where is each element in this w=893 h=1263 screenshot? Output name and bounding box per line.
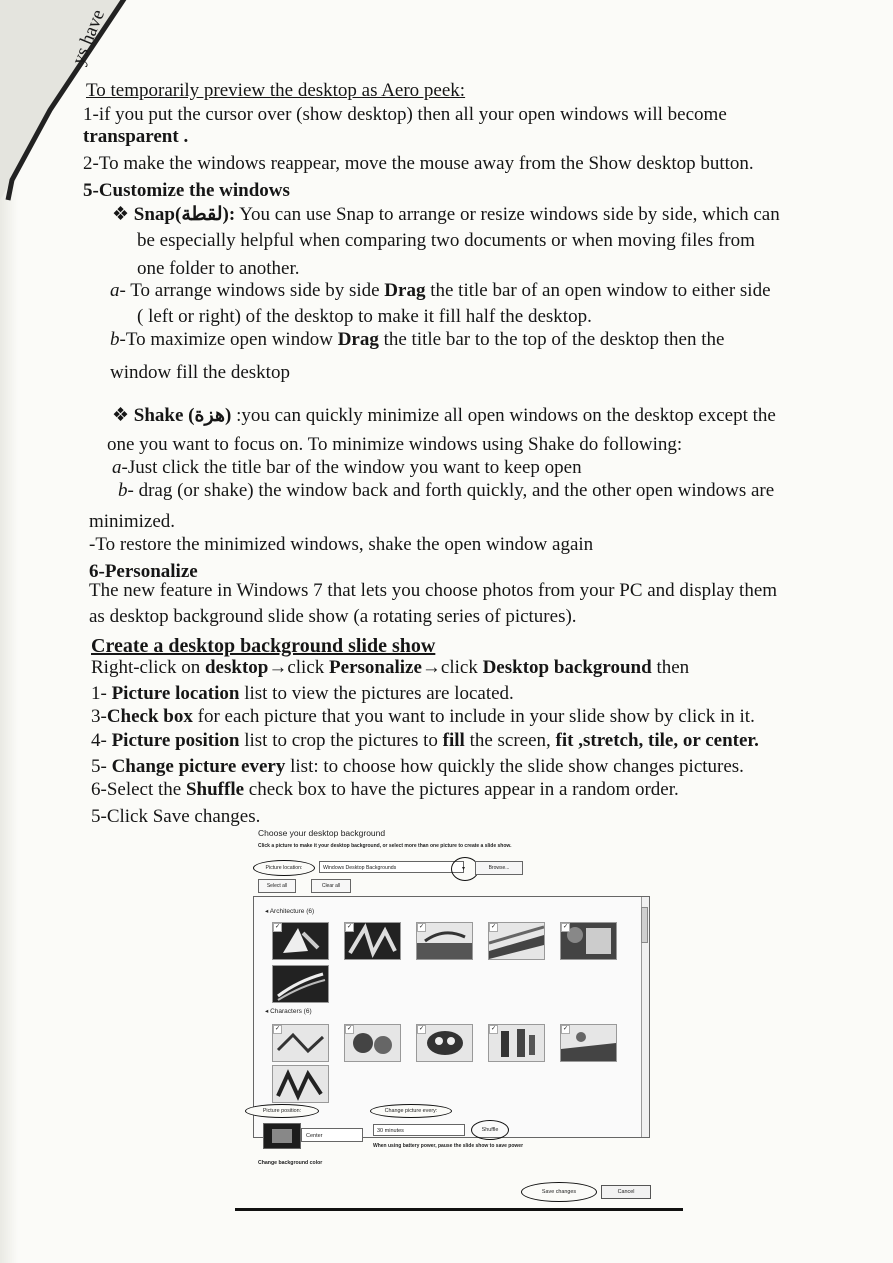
- text-line: 4- Picture position list to crop the pictures to fill the screen, fit ,stretch, tile, or center.: [91, 730, 759, 751]
- shuffle-checkbox[interactable]: Shuffle: [471, 1120, 509, 1140]
- clear-all-button[interactable]: Clear all: [311, 879, 351, 893]
- text-line: one you want to focus on. To minimize windows using Shake do following:: [107, 434, 683, 455]
- picture-checkbox[interactable]: ✓: [274, 924, 281, 930]
- picture-position-label: Picture position:: [245, 1104, 319, 1118]
- group-architecture-label: ◂ Architecture (6): [265, 908, 315, 915]
- position-preview: [263, 1123, 301, 1149]
- picture-thumbnail[interactable]: [344, 1024, 401, 1062]
- text-line: b-To maximize open window Drag the title bar to the top of the desktop then the: [110, 329, 725, 350]
- desktop-background-dialog-screenshot: [245, 826, 665, 1202]
- text-line: a-Just click the title bar of the window you want to keep open: [112, 457, 582, 478]
- thumb-image: [273, 966, 328, 1002]
- thumb-image: [273, 1066, 328, 1102]
- slideshow-heading: Create a desktop background slide show: [91, 635, 436, 657]
- picture-checkbox[interactable]: ✓: [490, 924, 497, 930]
- picture-checkbox[interactable]: ✓: [274, 1026, 281, 1032]
- text-line: 6-Select the Shuffle check box to have the pictures appear in a random order.: [91, 779, 679, 800]
- picture-position-select[interactable]: Center: [301, 1128, 363, 1142]
- picture-thumbnail[interactable]: [416, 922, 473, 960]
- save-changes-button[interactable]: Save changes: [521, 1182, 597, 1202]
- picture-checkbox[interactable]: ✓: [346, 1026, 353, 1032]
- scroll-thumb[interactable]: [641, 907, 648, 943]
- text-line: 5-Click Save changes.: [91, 806, 261, 827]
- text-line: window fill the desktop: [110, 362, 290, 383]
- text-line: Right-click on desktop→click Personalize→click Desktop background then: [91, 657, 690, 678]
- picture-thumbnail[interactable]: [272, 1065, 329, 1103]
- dialog-title: Choose your desktop background: [258, 828, 386, 838]
- select-all-button[interactable]: Select all: [258, 879, 296, 893]
- picture-checkbox[interactable]: ✓: [418, 924, 425, 930]
- browse-button[interactable]: Browse...: [475, 861, 523, 875]
- picture-thumbnail[interactable]: [344, 922, 401, 960]
- picture-thumbnail[interactable]: [560, 1024, 617, 1062]
- text-line: 2-To make the windows reappear, move the mouse away from the Show desktop button.: [83, 153, 754, 174]
- picture-checkbox[interactable]: ✓: [418, 1026, 425, 1032]
- change-background-color-link[interactable]: Change background color: [258, 1160, 323, 1166]
- cancel-button[interactable]: Cancel: [601, 1185, 651, 1199]
- text-line: minimized.: [89, 511, 176, 532]
- text-line: be especially helpful when comparing two documents or when moving files from: [137, 230, 755, 251]
- picture-thumbnail[interactable]: [416, 1024, 473, 1062]
- picture-thumbnail[interactable]: [272, 965, 329, 1003]
- text-line: 3-Check box for each picture that you want to include in your slide show by click in it.: [91, 706, 755, 727]
- picture-checkbox[interactable]: ✓: [562, 924, 569, 930]
- text-line: a- To arrange windows side by side Drag the title bar of an open window to either side: [110, 280, 771, 301]
- preview-image: [264, 1124, 300, 1148]
- battery-checkbox-label[interactable]: When using battery power, pause the slide show to save power: [373, 1143, 524, 1149]
- dialog-subtitle: Click a picture to make it your desktop background, or select more than one picture to create a slide show.: [258, 843, 512, 849]
- text-line: 1- Picture location list to view the pictures are located.: [91, 683, 514, 704]
- change-every-select[interactable]: 30 minutes: [373, 1124, 465, 1136]
- picture-thumbnail[interactable]: [488, 922, 545, 960]
- picture-checkbox[interactable]: ✓: [562, 1026, 569, 1032]
- bullet-diamond-icon: ❖: [112, 405, 130, 426]
- text-line: The new feature in Windows 7 that lets you choose photos from your PC and display them: [89, 580, 778, 601]
- picture-location-select[interactable]: Windows Desktop Backgrounds: [319, 861, 464, 873]
- gallery-scrollbar[interactable]: [641, 897, 649, 1137]
- text-line: one folder to another.: [137, 258, 300, 279]
- personalize-heading: 6-Personalize: [89, 561, 198, 582]
- picture-thumbnail[interactable]: [488, 1024, 545, 1062]
- picture-thumbnail[interactable]: [272, 922, 329, 960]
- text-line: -To restore the minimized windows, shake the open window again: [89, 534, 594, 555]
- text-line: b- drag (or shake) the window back and forth quickly, and the other open windows are: [118, 480, 775, 501]
- text-line: ( left or right) of the desktop to make it fill half the desktop.: [137, 306, 592, 327]
- text-line: 5- Change picture every list: to choose how quickly the slide show changes pictures.: [91, 756, 744, 777]
- aero-peek-heading: To temporarily preview the desktop as Aero peek:: [86, 80, 466, 101]
- corner-text: ys have: [68, 6, 110, 68]
- picture-location-label: Picture location:: [253, 860, 315, 876]
- snap-line: ❖ Snap(لقطة): You can use Snap to arrange or resize windows side by side, which can: [112, 204, 780, 225]
- change-picture-every-label: Change picture every:: [370, 1104, 452, 1118]
- text-line: 1-if you put the cursor over (show desktop) then all your open windows will become: [83, 104, 727, 125]
- picture-thumbnail[interactable]: [272, 1024, 329, 1062]
- picture-gallery: [253, 896, 650, 1138]
- group-characters-label: ◂ Characters (6): [265, 1008, 312, 1015]
- bullet-diamond-icon: ❖: [112, 204, 130, 225]
- picture-checkbox[interactable]: ✓: [346, 924, 353, 930]
- text-line: as desktop background slide show (a rotating series of pictures).: [89, 606, 577, 627]
- picture-checkbox[interactable]: ✓: [490, 1026, 497, 1032]
- text-line: transparent .: [83, 126, 189, 147]
- picture-thumbnail[interactable]: [560, 922, 617, 960]
- customize-heading: 5-Customize the windows: [83, 180, 290, 201]
- chevron-down-icon: ▾: [462, 866, 466, 872]
- footer-rule: [235, 1208, 683, 1211]
- shake-line: ❖ Shake (هزة) :you can quickly minimize all open windows on the desktop except the: [112, 405, 776, 426]
